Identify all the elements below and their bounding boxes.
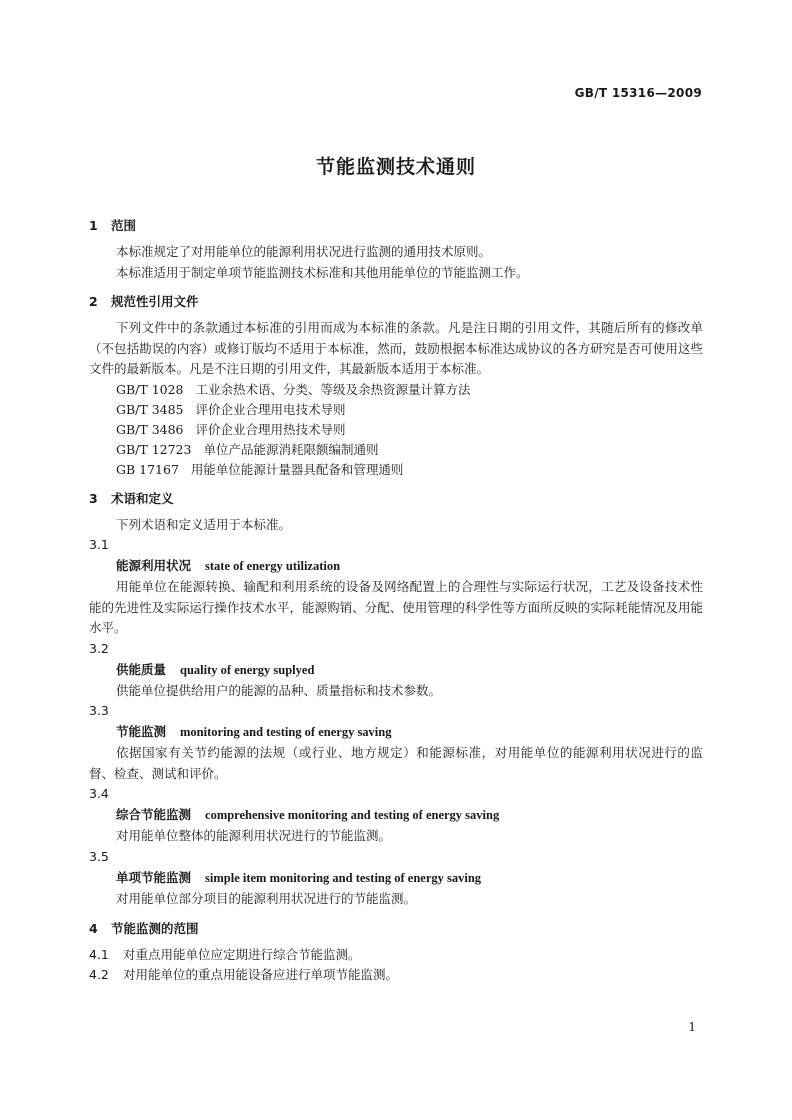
term-heading <box>89 659 703 681</box>
term-definition: 依据国家有关节约能源的法规（或行业、地方规定）和能源标准，对用能单位的能源利用状况进行的监督、检查、测试和评价。 <box>89 745 703 781</box>
reference-name: 用能单位能源计量器具配备和管理通则 <box>190 461 404 477</box>
term-en: simple item monitoring and testing of energy saving <box>205 870 482 885</box>
section-3-heading <box>89 489 703 509</box>
section-title: 节能监测的范围 <box>111 921 199 936</box>
term-zh: 单项节能监测 <box>116 869 192 885</box>
clause-number: 3.2 <box>89 640 109 656</box>
reference-item <box>89 440 703 460</box>
clause-number: 3.1 <box>89 537 109 552</box>
term-definition: 对用能单位整体的能源利用状况进行的节能监测。 <box>116 828 392 843</box>
term-en: quality of energy suplyed <box>180 662 315 677</box>
term-en: comprehensive monitoring and testing of energy saving <box>205 808 500 822</box>
scope-text: 对用能单位的重点用能设备应进行单项节能监测。 <box>123 967 399 982</box>
reference-name: 单位产品能源消耗限额编制通则 <box>203 441 379 457</box>
term-definition: 对用能单位部分项目的能源利用状况进行的节能监测。 <box>116 890 417 906</box>
document-body <box>89 216 703 985</box>
term-heading <box>89 555 703 577</box>
term-definition: 供能单位提供给用户的能源的品种、质量指标和技术参数。 <box>116 682 442 698</box>
term-en: monitoring and testing of energy saving <box>180 725 392 739</box>
paragraph: 本标准规定了对用能单位的能源利用状况进行监测的通用技术原则。 <box>116 244 492 259</box>
reference-name: 评价企业合理用热技术导则 <box>195 421 346 437</box>
term-zh: 综合节能监测 <box>116 807 192 822</box>
reference-code: GB/T 1028 <box>116 381 184 397</box>
reference-code: GB/T 3486 <box>116 421 184 437</box>
term-zh: 供能质量 <box>116 661 167 677</box>
reference-item <box>89 400 703 420</box>
standard-number: GB/T 15316—2009 <box>574 86 702 100</box>
reference-code: GB 17167 <box>116 461 179 477</box>
scope-item <box>89 945 703 965</box>
clause-number: 3.5 <box>89 848 109 864</box>
reference-name: 评价企业合理用电技术导则 <box>195 401 346 417</box>
section-number: 2 <box>89 294 98 309</box>
section-4-heading <box>89 919 703 939</box>
section-2-heading <box>89 292 703 312</box>
term-heading <box>89 721 703 743</box>
clause-number: 3.3 <box>89 703 109 718</box>
term-heading <box>89 804 703 826</box>
term-definition: 用能单位在能源转换、输配和利用系统的设备及网络配置上的合理性与实际运行状况，工艺及设备技术性能的先进性及实际运行操作技术水平，能源购销、分配、使用管理的科学性等方面所反映的实际耗能情况及用能水平。 <box>89 579 703 635</box>
paragraph: 下列文件中的条款通过本标准的引用而成为本标准的条款。凡是注日期的引用文件，其随后所有的修改单（不包括勘误的内容）或修订版均不适用于本标准，然而，鼓励根据本标准达成协议的各方研究是否可使用这些文件的最新版本。凡是不注日期的引用文件，其最新版本适用于本标准。 <box>89 320 703 376</box>
reference-code: GB/T 3485 <box>116 401 184 417</box>
reference-code: GB/T 12723 <box>116 441 192 457</box>
paragraph: 本标准适用于制定单项节能监测技术标准和其他用能单位的节能监测工作。 <box>116 264 529 280</box>
term-zh: 能源利用状况 <box>116 558 192 573</box>
reference-item <box>89 460 703 480</box>
section-number: 4 <box>89 921 98 936</box>
term-en: state of energy utilization <box>205 559 341 573</box>
term-zh: 节能监测 <box>116 724 167 739</box>
section-title: 术语和定义 <box>111 490 174 506</box>
reference-name: 工业余热术语、分类、等级及余热资源量计算方法 <box>195 381 471 397</box>
section-number: 3 <box>89 490 98 506</box>
section-1-heading <box>89 216 703 236</box>
clause-number: 4.2 <box>89 967 109 982</box>
reference-item <box>89 420 703 440</box>
clause-number: 4.1 <box>89 947 109 962</box>
section-title: 范围 <box>111 218 137 233</box>
page-number: 1 <box>688 1020 696 1034</box>
term-heading <box>89 867 703 889</box>
section-number: 1 <box>89 218 98 233</box>
scope-text: 对重点用能单位应定期进行综合节能监测。 <box>123 947 361 962</box>
reference-item <box>89 380 703 400</box>
clause-number: 3.4 <box>89 786 109 801</box>
section-title: 规范性引用文件 <box>111 294 199 309</box>
scope-item <box>89 965 703 985</box>
paragraph: 下列术语和定义适用于本标准。 <box>116 516 292 532</box>
document-title: 节能监测技术通则 <box>315 156 476 178</box>
